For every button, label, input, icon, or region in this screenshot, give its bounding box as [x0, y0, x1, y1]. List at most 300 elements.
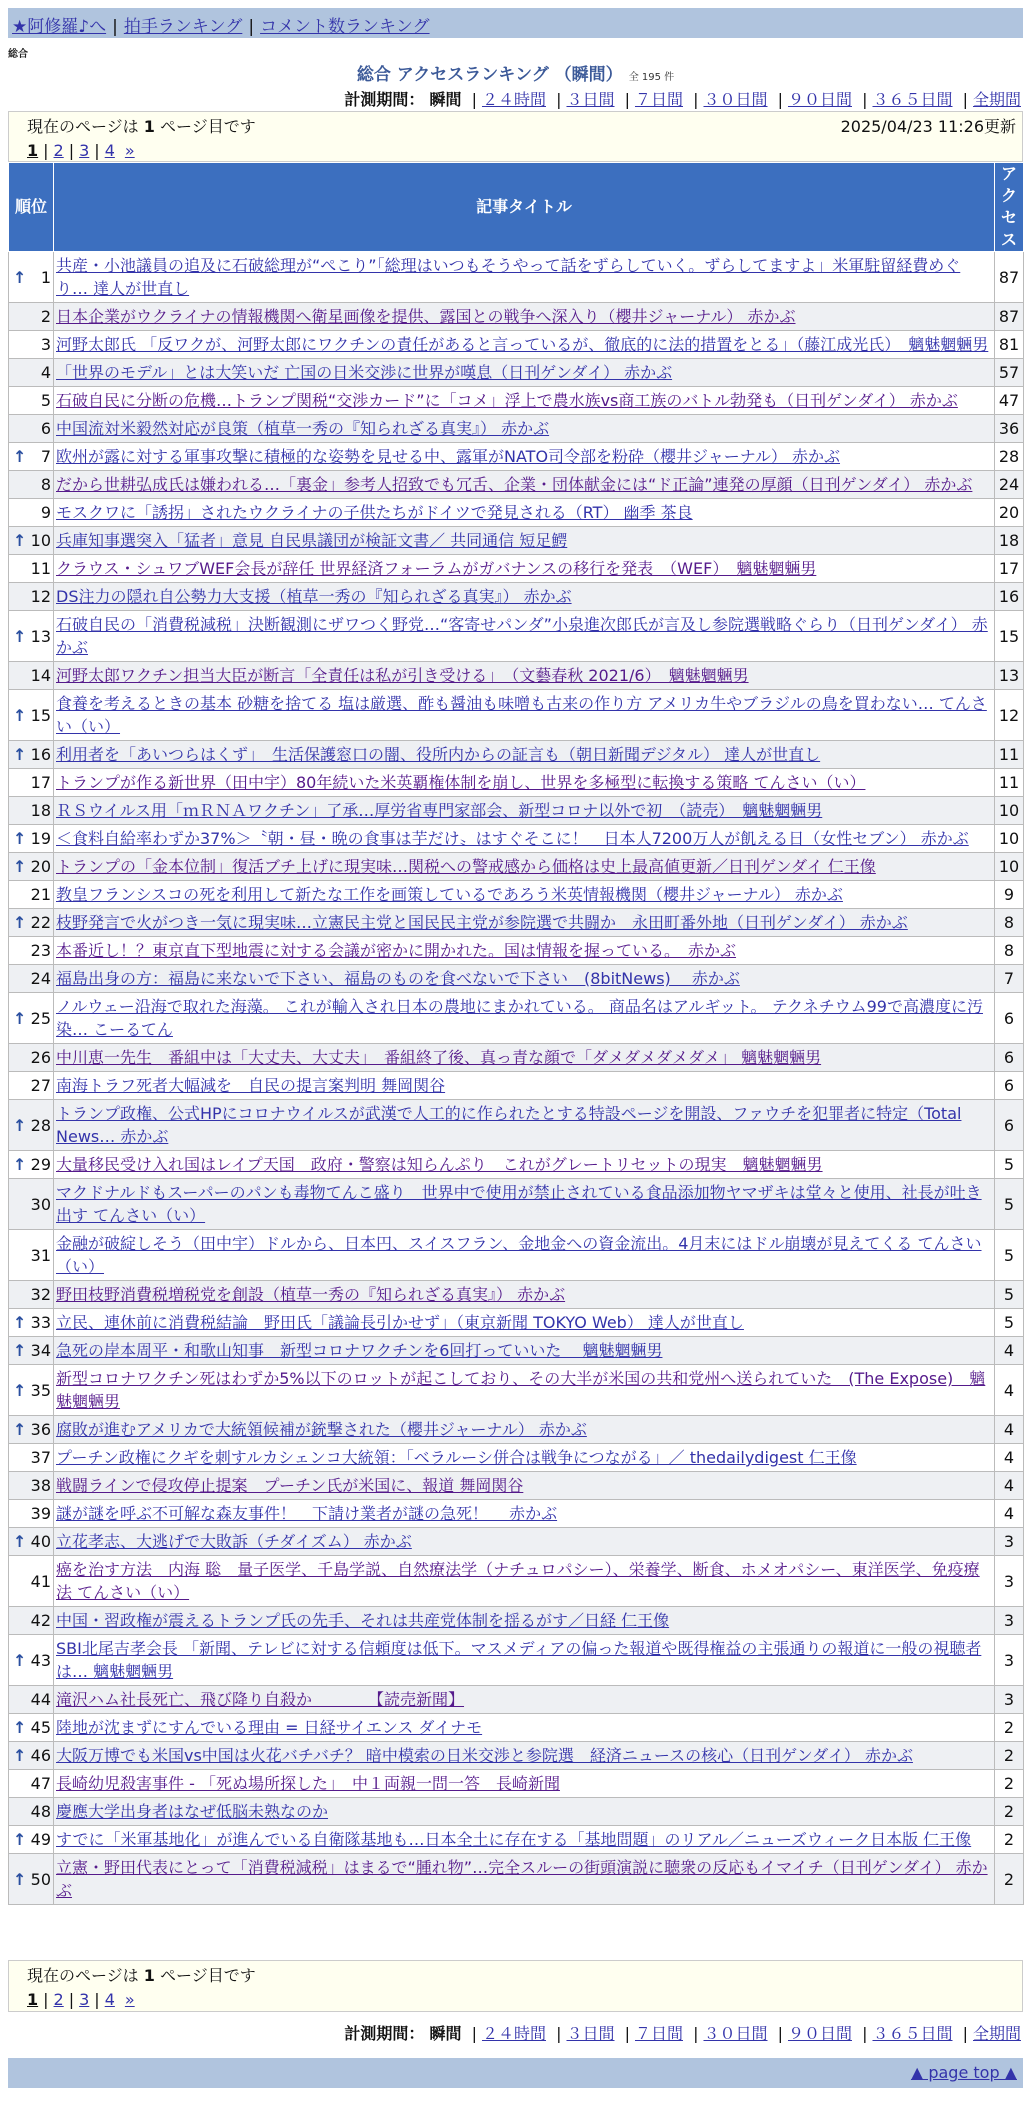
- title-cell: [54, 1500, 995, 1528]
- period-24h[interactable]: ２４時間: [481, 90, 546, 109]
- article-title-link[interactable]: 金融が破綻しそう（田中宇）ドルから、日本円、スイスフラン、金地金への資金流出。4月末にはドル崩壊が見えてくる てんさい（い）: [56, 1234, 982, 1276]
- rank-number: 9: [40, 503, 51, 522]
- period-7d[interactable]: ７日間: [634, 2024, 683, 2043]
- access-count: 20: [995, 499, 1024, 527]
- access-count: 9: [995, 881, 1024, 909]
- title-cell: [54, 1798, 995, 1826]
- table-row: [9, 1044, 1024, 1072]
- rank-cell: [9, 471, 54, 499]
- page-link[interactable]: 4: [104, 141, 115, 160]
- article-title-link[interactable]: 利用者を「あいつらはくず」 生活保護窓口の闇、役所内からの証言も（朝日新聞デジタル） 達人が世直し: [56, 745, 821, 764]
- table-row: [9, 415, 1024, 443]
- rank-cell: [9, 853, 54, 881]
- rank-cell: [9, 359, 54, 387]
- title-cell: [54, 1686, 995, 1714]
- table-row: [9, 331, 1024, 359]
- access-count: 5: [995, 1151, 1024, 1179]
- access-count: 11: [995, 769, 1024, 797]
- rank-cell: [9, 1500, 54, 1528]
- table-row: [9, 825, 1024, 853]
- article-title-link[interactable]: 南海トラフ死者大幅減を 自民の提言案判明 舞岡関谷: [56, 1076, 446, 1095]
- article-title-link[interactable]: 教皇フランシスコの死を利用して新たな工作を画策しているであろう米英情報機関（櫻井ジャーナル） 赤かぶ: [56, 885, 843, 904]
- table-row: [9, 387, 1024, 415]
- period-30d[interactable]: ３０日間: [703, 90, 768, 109]
- rank-cell: [9, 662, 54, 690]
- access-count: 81: [995, 331, 1024, 359]
- rank-cell: [9, 555, 54, 583]
- rank-number: 5: [40, 391, 51, 410]
- paging-top: [8, 111, 1023, 162]
- title-cell: [54, 993, 995, 1044]
- article-title-link[interactable]: マクドナルドもスーパーのパンも毒物てんこ盛り 世界中で使用が禁止されている食品添加物ヤマザキは堂々と使用、社長が吐き出す てんさい（い）: [56, 1183, 982, 1225]
- page-link[interactable]: 3: [79, 1990, 90, 2009]
- access-count: 5: [995, 1281, 1024, 1309]
- table-row: [9, 1635, 1024, 1686]
- rank-number: 50: [30, 1869, 51, 1889]
- title-cell: [54, 1337, 995, 1365]
- access-count: 5: [995, 1179, 1024, 1230]
- rank-cell: [9, 1635, 54, 1686]
- title-cell: [54, 1714, 995, 1742]
- title-cell: [54, 909, 995, 937]
- rank-cell: [9, 252, 54, 303]
- rank-number: 22: [30, 913, 51, 932]
- period-label: 計測期間：: [344, 2024, 425, 2043]
- title-cell: [54, 1635, 995, 1686]
- pagination: 1 | 2 | 3 | 4 »: [27, 141, 135, 160]
- rank-cell: [9, 583, 54, 611]
- access-count: 2: [995, 1854, 1024, 1905]
- page-link[interactable]: 3: [79, 141, 90, 160]
- rank-cell: [9, 611, 54, 662]
- access-count: 4: [995, 1444, 1024, 1472]
- header-rank: [9, 163, 54, 252]
- header-access-label: アクセス: [1000, 164, 1017, 249]
- title-cell: [54, 252, 995, 303]
- article-title-link[interactable]: 野田枝野消費税増税党を創設（植草一秀の『知られざる真実』） 赤かぶ: [56, 1285, 566, 1304]
- paging-bottom: [8, 1960, 1023, 2012]
- rank-cell: [9, 387, 54, 415]
- article-title-link[interactable]: 慶應大学出身者はなぜ低脳未熟なのか: [56, 1802, 329, 1821]
- ranking-title: 総合 アクセスランキング （瞬間）: [356, 65, 623, 85]
- article-title-link[interactable]: 謎が謎を呼ぶ不可解な森友事件！ 下請け業者が謎の急死！ 赤かぶ: [56, 1504, 558, 1523]
- access-count: 3: [995, 1607, 1024, 1635]
- rank-cell: [9, 499, 54, 527]
- access-count: 13: [995, 662, 1024, 690]
- period-current: 瞬間: [429, 90, 462, 109]
- rank-number: 17: [30, 773, 51, 792]
- table-row: [9, 993, 1024, 1044]
- article-title-link[interactable]: 枝野発言で火がつき一気に現実味…立憲民主党と国民民主党が参院選で共闘か 永田町番外地（日刊ゲンダイ） 赤かぶ: [56, 913, 908, 932]
- table-row: [9, 1309, 1024, 1337]
- period-365d[interactable]: ３６５日間: [872, 2024, 953, 2043]
- nav-link-comment-ranking[interactable]: コメント数ランキング: [260, 17, 430, 37]
- access-count: 3: [995, 1635, 1024, 1686]
- access-count: 10: [995, 853, 1024, 881]
- access-count: 4: [995, 1365, 1024, 1416]
- rank-cell: [9, 1714, 54, 1742]
- up-arrow-icon: ↑: [13, 1155, 27, 1174]
- article-title-link[interactable]: ＜食料自給率わずか37%＞〝朝・昼・晩の食事は芋だけ〟はすぐそこに！ 日本人7200万人が飢える日（女性セブン） 赤かぶ: [56, 829, 969, 848]
- title-cell: [54, 769, 995, 797]
- article-title-link[interactable]: 腐敗が進むアメリカで大統領候補が銃撃された（櫻井ジャーナル） 赤かぶ: [56, 1420, 587, 1439]
- access-count: 87: [995, 252, 1024, 303]
- title-cell: [54, 443, 995, 471]
- title-cell: [54, 1826, 995, 1854]
- table-row: [9, 555, 1024, 583]
- rank-number: 34: [30, 1341, 51, 1360]
- table-row: [9, 1556, 1024, 1607]
- table-row: [9, 1714, 1024, 1742]
- rank-number: 27: [30, 1076, 51, 1095]
- rank-cell: [9, 1416, 54, 1444]
- article-title-link[interactable]: 兵庫知事選突入「猛者」意見 自民県議団が検証文書／ 共同通信 短足鰐: [56, 531, 568, 550]
- article-title-link[interactable]: 中国流対米毅然対応が良策（植草一秀の『知られざる真実』） 赤かぶ: [56, 419, 550, 438]
- period-3d[interactable]: ３日間: [566, 90, 615, 109]
- up-arrow-icon: ↑: [13, 829, 27, 848]
- access-count: 2: [995, 1770, 1024, 1798]
- nav-link-clap-ranking[interactable]: 拍手ランキング: [123, 17, 243, 37]
- rank-number: 46: [30, 1746, 51, 1765]
- access-count: 28: [995, 443, 1024, 471]
- nav-link-asyura[interactable]: ★阿修羅♪へ: [12, 17, 107, 37]
- article-title-link[interactable]: トランプの「金本位制」復活ブチ上げに現実味…関税への警戒感から価格は史上最高値更新／日刊ゲンダイ 仁王像: [56, 857, 876, 876]
- table-row: [9, 611, 1024, 662]
- article-title-link[interactable]: プーチン政権にクギを刺すルカシェンコ大統領：「ベラルーシ併合は戦争につながる」／ thedailydigest 仁王像: [56, 1448, 857, 1467]
- title-cell: [54, 1309, 995, 1337]
- period-all[interactable]: 全期間: [972, 2024, 1021, 2043]
- nav-separator: |: [112, 17, 118, 37]
- article-title-link[interactable]: 中国・習政権が震えるトランプ氏の先手、それは共産党体制を揺るがす／日経 仁王像: [56, 1611, 670, 1630]
- rank-cell: [9, 825, 54, 853]
- article-title-link[interactable]: 共産・小池議員の追及に石破総理が“ぺこり”「総理はいつもそうやって話をずらしていく。ずらしてますよ」米軍駐留経費めぐり… 達人が世直し: [56, 256, 961, 298]
- current-page-text: 現在のページは 1 ページ目です: [27, 1966, 256, 1985]
- next-page-link[interactable]: »: [124, 1990, 135, 2009]
- article-title-link[interactable]: すでに「米軍基地化」が進んでいる自衛隊基地も…日本全土に存在する「基地問題」のリアル／ニューズウィーク日本版 仁王像: [56, 1830, 972, 1849]
- article-title-link[interactable]: DS注力の隠れ自公勢力大支援（植草一秀の『知られざる真実』） 赤かぶ: [56, 587, 572, 606]
- article-title-link[interactable]: 急死の岸本周平・和歌山知事 新型コロナワクチンを6回打っていいた 魑魅魍魎男: [56, 1341, 663, 1360]
- access-count: 36: [995, 415, 1024, 443]
- header-title-label: 記事タイトル: [476, 197, 572, 216]
- title-cell: [54, 881, 995, 909]
- period-90d[interactable]: ９０日間: [787, 2024, 852, 2043]
- article-title-link[interactable]: SBI北尾吉孝会長 「新聞、テレビに対する信頼度は低下。マスメディアの偏った報道や既得権益の主張通りの報道に一般の視聴者は… 魑魅魍魎男: [56, 1639, 982, 1681]
- article-title-link[interactable]: 陸地が沈まずにすんでいる理由 = 日経サイエンス ダイナモ: [56, 1718, 483, 1737]
- rank-number: 19: [30, 829, 51, 848]
- title-cell: [54, 331, 995, 359]
- article-title-link[interactable]: だから世耕弘成氏は嫌われる…「裏金」参考人招致でも冗舌、企業・団体献金には“ド正論”連発の厚顔（日刊ゲンダイ） 赤かぶ: [56, 475, 973, 494]
- article-title-link[interactable]: トランプが作る新世界（田中宇）80年続いた米英覇権体制を崩し、世界を多極型に転換する策略 てんさい（い）: [56, 773, 866, 792]
- access-count: 8: [995, 909, 1024, 937]
- rank-number: 32: [30, 1285, 51, 1304]
- article-title-link[interactable]: 新型コロナワクチン死はわずか5%以下のロットが起こしており、その大半が米国の共和党州へ送られていた (The Expose) 魑魅魍魎男: [56, 1369, 986, 1411]
- article-title-link[interactable]: ＲＳウイルス用「ｍＲＮＡワクチン」了承…厚労省専門家部会、新型コロナ以外で初 （読売） 魑魅魍魎男: [56, 801, 823, 820]
- article-title-link[interactable]: 「世界のモデル」とは大笑いだ 亡国の日米交渉に世界が嘆息（日刊ゲンダイ） 赤かぶ: [56, 363, 673, 382]
- rank-number: 28: [30, 1115, 51, 1135]
- article-title-link[interactable]: 立憲・野田代表にとって「消費税減税」はまるで“腫れ物”…完全スルーの街頭演説に聴衆の反応もイマイチ（日刊ゲンダイ） 赤かぶ: [56, 1858, 988, 1900]
- rank-number: 35: [30, 1380, 51, 1400]
- title-cell: [54, 937, 995, 965]
- current-page-text: 現在のページは 1 ページ目です: [27, 117, 256, 136]
- title-cell: [54, 499, 995, 527]
- rank-number: 37: [30, 1448, 51, 1467]
- article-title-link[interactable]: 石破自民に分断の危機…トランプ関税“交渉カード”に「コメ」浮上で農水族vs商工族のバトル勃発も（日刊ゲンダイ） 赤かぶ: [56, 391, 958, 410]
- table-row: [9, 1500, 1024, 1528]
- article-title-link[interactable]: トランプ政権、公式HPにコロナウイルスが武漢で人工的に作られたとする特設ページを開設、ファウチを犯罪者に特定（Total News… 赤かぶ: [56, 1104, 962, 1146]
- article-title-link[interactable]: 本番近し！？東京直下型地震に対する会議が密かに開かれた。国は情報を握っている。 赤かぶ: [56, 941, 737, 960]
- period-24h[interactable]: ２４時間: [481, 2024, 546, 2043]
- article-title-link[interactable]: モスクワに「誘拐」されたウクライナの子供たちがドイツで発見される（RT） 幽季 茶良: [56, 503, 693, 522]
- pagination: 1 | 2 | 3 | 4 »: [27, 1990, 135, 2009]
- next-page-link[interactable]: »: [124, 141, 135, 160]
- title-cell: [54, 527, 995, 555]
- table-row: [9, 881, 1024, 909]
- rank-cell: [9, 937, 54, 965]
- rank-cell: [9, 1444, 54, 1472]
- rank-number: 33: [30, 1313, 51, 1332]
- title-cell: [54, 1179, 995, 1230]
- article-title-link[interactable]: クラウス・シュワブWEF会長が辞任 世界経済フォーラムがガバナンスの移行を発表 （WEF） 魑魅魍魎男: [56, 559, 817, 578]
- period-selector-top: 計測期間： 瞬間 | ２４時間 | ３日間 | ７日間 | ３０日間 | ９０日間 | ３６５日間 | 全期間: [344, 90, 1021, 109]
- rank-number: 30: [30, 1194, 51, 1214]
- rank-number: 47: [30, 1774, 51, 1793]
- table-row: [9, 443, 1024, 471]
- rank-number: 21: [30, 885, 51, 904]
- rank-cell: [9, 1556, 54, 1607]
- period-365d[interactable]: ３６５日間: [872, 90, 953, 109]
- access-count: 16: [995, 583, 1024, 611]
- header-access: [995, 163, 1024, 252]
- rank-cell: [9, 1607, 54, 1635]
- rank-cell: [9, 1100, 54, 1151]
- up-arrow-icon: ↑: [13, 267, 27, 287]
- rank-number: 4: [40, 363, 51, 382]
- access-count: 12: [995, 690, 1024, 741]
- rank-cell: [9, 1742, 54, 1770]
- rank-cell: [9, 690, 54, 741]
- access-count: 47: [995, 387, 1024, 415]
- title-cell: [54, 690, 995, 741]
- rank-cell: [9, 1309, 54, 1337]
- table-row: [9, 499, 1024, 527]
- rank-cell: [9, 1472, 54, 1500]
- article-title-link[interactable]: 立花孝志、大逃げで大敗訴（チダイズム） 赤かぶ: [56, 1532, 412, 1551]
- title-cell: [54, 1151, 995, 1179]
- article-title-link[interactable]: 長崎幼児殺害事件 - 「死ぬ場所探した」 中１両親一問一答 長崎新聞: [56, 1774, 560, 1793]
- up-arrow-icon: ↑: [13, 1341, 27, 1360]
- table-row: [9, 1416, 1024, 1444]
- rank-number: 41: [30, 1571, 51, 1591]
- table-row: [9, 1528, 1024, 1556]
- table-row: [9, 1854, 1024, 1905]
- rank-cell: [9, 909, 54, 937]
- title-cell: [54, 741, 995, 769]
- article-title-link[interactable]: 欧州が露に対する軍事攻撃に積極的な姿勢を見せる中、露軍がNATO司令部を粉砕（櫻井ジャーナル） 赤かぶ: [56, 447, 841, 466]
- article-title-link[interactable]: 癌を治す方法 内海 聡 量子医学、千島学説、自然療法学（ナチュロパシー）、栄養学、断食、ホメオパシー、東洋医学、免疫療法 てんさい（い）: [56, 1560, 980, 1602]
- title-cell: [54, 965, 995, 993]
- title-cell: [54, 853, 995, 881]
- rank-number: 8: [40, 475, 51, 494]
- access-count: 5: [995, 1230, 1024, 1281]
- access-count: 3: [995, 1686, 1024, 1714]
- title-cell: [54, 1742, 995, 1770]
- up-arrow-icon: ↑: [13, 1869, 27, 1889]
- rank-number: 29: [30, 1155, 51, 1174]
- title-cell: [54, 1556, 995, 1607]
- period-30d[interactable]: ３０日間: [703, 2024, 768, 2043]
- title-cell: [54, 825, 995, 853]
- header-title: [54, 163, 995, 252]
- page-top-link[interactable]: ▲ page top ▲: [910, 2063, 1017, 2082]
- table-row: [9, 662, 1024, 690]
- rank-cell: [9, 1854, 54, 1905]
- title-cell: [54, 1230, 995, 1281]
- up-arrow-icon: ↑: [13, 913, 27, 932]
- access-count: 3: [995, 1556, 1024, 1607]
- access-count: 4: [995, 1416, 1024, 1444]
- rank-number: 13: [30, 626, 51, 646]
- table-row: [9, 797, 1024, 825]
- up-arrow-icon: ↑: [13, 531, 27, 550]
- article-title-link[interactable]: 中川恵一先生 番組中は「大丈夫、大丈夫」 番組終了後、真っ青な顔で「ダメダメダメダメ」 魑魅魍魎男: [56, 1048, 822, 1067]
- title-cell: [54, 1444, 995, 1472]
- page-link-current: 1: [27, 1990, 39, 2009]
- table-row: [9, 359, 1024, 387]
- rank-number: 39: [30, 1504, 51, 1523]
- page-link-current: 1: [27, 141, 39, 160]
- rank-cell: [9, 965, 54, 993]
- table-row: [9, 471, 1024, 499]
- rank-cell: [9, 1826, 54, 1854]
- table-row: [9, 1472, 1024, 1500]
- up-arrow-icon: ↑: [13, 1650, 27, 1670]
- table-row: [9, 303, 1024, 331]
- rank-cell: [9, 415, 54, 443]
- rank-number: 25: [30, 1008, 51, 1028]
- rank-number: 48: [30, 1802, 51, 1821]
- category-tag: 総合: [8, 49, 28, 60]
- table-row: [9, 690, 1024, 741]
- title-cell: [54, 611, 995, 662]
- article-title-link[interactable]: 日本企業がウクライナの情報機関へ衛星画像を提供、露国との戦争へ深入り（櫻井ジャーナル） 赤かぶ: [56, 307, 796, 326]
- period-current: 瞬間: [429, 2024, 462, 2043]
- table-row: [9, 252, 1024, 303]
- title-cell: [54, 797, 995, 825]
- rank-number: 10: [30, 531, 51, 550]
- header-rank-label: 順位: [14, 197, 47, 216]
- rank-number: 38: [30, 1476, 51, 1495]
- page-link[interactable]: 4: [104, 1990, 115, 2009]
- access-count: 2: [995, 1742, 1024, 1770]
- rank-number: 49: [30, 1830, 51, 1849]
- article-title-link[interactable]: 大量移民受け入れ国はレイプ天国 政府・警察は知らんぷり これがグレートリセットの現実 魑魅魍魎男: [56, 1155, 823, 1174]
- ranking-table: [8, 162, 1024, 1905]
- rank-number: 6: [40, 419, 51, 438]
- period-label: 計測期間：: [344, 90, 425, 109]
- title-cell: [54, 1281, 995, 1309]
- access-count: 2: [995, 1714, 1024, 1742]
- article-title-link[interactable]: ノルウェー沿海で取れた海藻。 これが輸入され日本の農地にまかれている。 商品名はアルギット。 テクネチウム99で高濃度に汚染… こーるてん: [56, 997, 983, 1039]
- up-arrow-icon: ↑: [13, 1115, 27, 1135]
- table-row: [9, 909, 1024, 937]
- rank-cell: [9, 769, 54, 797]
- table-row: [9, 965, 1024, 993]
- rank-cell: [9, 1528, 54, 1556]
- up-arrow-icon: ↑: [13, 1718, 27, 1737]
- up-arrow-icon: ↑: [13, 857, 27, 876]
- article-title-link[interactable]: 戦闘ラインで侵攻停止提案 プーチン氏が米国に、報道 舞岡関谷: [56, 1476, 524, 1495]
- period-all[interactable]: 全期間: [972, 90, 1021, 109]
- title-cell: [54, 1365, 995, 1416]
- title-cell: [54, 303, 995, 331]
- rank-cell: [9, 1044, 54, 1072]
- access-count: 11: [995, 741, 1024, 769]
- rank-number: 15: [30, 705, 51, 725]
- title-cell: [54, 1528, 995, 1556]
- table-row: [9, 1742, 1024, 1770]
- up-arrow-icon: ↑: [13, 1746, 27, 1765]
- rank-cell: [9, 741, 54, 769]
- page-title: [0, 60, 1031, 85]
- article-title-link[interactable]: 河野太郎氏 「反ワクが、河野太郎にワクチンの責任があると言っているが、徹底的に法的措置をとる」（藤江成光氏） 魑魅魍魎男: [56, 335, 989, 354]
- rank-cell: [9, 1365, 54, 1416]
- table-row: [9, 1607, 1024, 1635]
- period-7d[interactable]: ７日間: [634, 90, 683, 109]
- page-link[interactable]: 2: [53, 1990, 64, 2009]
- rank-cell: [9, 1230, 54, 1281]
- rank-number: 45: [30, 1718, 51, 1737]
- article-title-link[interactable]: 食養を考えるときの基本 砂糖を捨てる 塩は厳選、酢も醤油も味噌も古来の作り方 アメリカ牛やブラジルの鳥を買わない… てんさい（い）: [56, 694, 987, 736]
- rank-cell: [9, 1281, 54, 1309]
- table-header-row: [9, 163, 1024, 252]
- table-row: [9, 1281, 1024, 1309]
- table-row: [9, 769, 1024, 797]
- up-arrow-icon: ↑: [13, 1830, 27, 1849]
- period-90d[interactable]: ９０日間: [787, 90, 852, 109]
- up-arrow-icon: ↑: [13, 1313, 27, 1332]
- access-count: 3: [995, 1528, 1024, 1556]
- table-row: [9, 1770, 1024, 1798]
- article-title-link[interactable]: 立民、連休前に消費税結論 野田氏「議論長引かせず」（東京新聞 TOKYO Web） 達人が世直し: [56, 1313, 744, 1332]
- article-title-link[interactable]: 河野太郎ワクチン担当大臣が断言「全責任は私が引き受ける」 （文藝春秋 2021/6） 魑魅魍魎男: [56, 666, 749, 685]
- rank-cell: [9, 993, 54, 1044]
- access-count: 5: [995, 1309, 1024, 1337]
- up-arrow-icon: ↑: [13, 447, 27, 466]
- article-title-link[interactable]: 滝沢ハム社長死亡、飛び降り自殺か 【読売新聞】: [56, 1690, 465, 1709]
- table-row: [9, 1826, 1024, 1854]
- access-count: 6: [995, 1100, 1024, 1151]
- table-row: [9, 1798, 1024, 1826]
- article-title-link[interactable]: 福島出身の方：福島に来ないで下さい、福島のものを食べないで下さい (8bitNews) 赤かぶ: [56, 969, 740, 988]
- updated-timestamp: 2025/04/23 11:26更新: [840, 117, 1016, 136]
- page-link[interactable]: 2: [53, 141, 64, 160]
- article-title-link[interactable]: 大阪万博でも米国vs中国は火花バチバチ？ 暗中模索の日米交渉と参院選 経済ニュースの核心（日刊ゲンダイ） 赤かぶ: [56, 1746, 913, 1765]
- period-selector-bottom: 計測期間： 瞬間 | ２４時間 | ３日間 | ７日間 | ３０日間 | ９０日間 | ３６５日間 | 全期間: [344, 2024, 1021, 2043]
- access-count: 6: [995, 1044, 1024, 1072]
- title-cell: [54, 359, 995, 387]
- access-count: 15: [995, 611, 1024, 662]
- title-cell: [54, 1472, 995, 1500]
- table-row: [9, 527, 1024, 555]
- rank-number: 11: [30, 559, 51, 578]
- access-count: 17: [995, 555, 1024, 583]
- up-arrow-icon: ↑: [13, 745, 27, 764]
- period-3d[interactable]: ３日間: [566, 2024, 615, 2043]
- access-count: 7: [995, 965, 1024, 993]
- access-count: 57: [995, 359, 1024, 387]
- article-title-link[interactable]: 石破自民の「消費税減税」決断観測にザワつく野党…“客寄せパンダ”小泉進次郎氏が言及し参院選戦略ぐらり（日刊ゲンダイ） 赤かぶ: [56, 615, 988, 657]
- rank-cell: [9, 331, 54, 359]
